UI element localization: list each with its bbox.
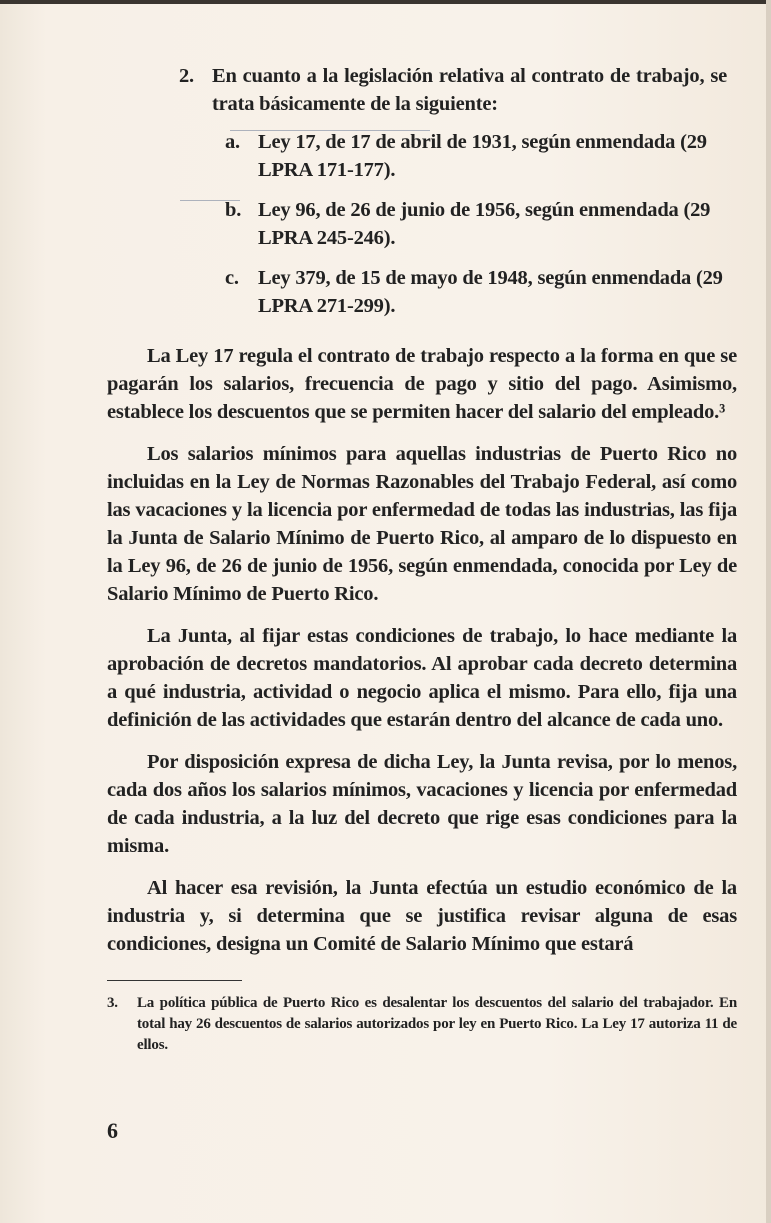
page-content (107, 62, 737, 1056)
footnote (107, 993, 737, 1056)
body-paragraph: Al hacer esa revisión, la Junta efectúa un estudio económico de la industria y, si determina que se justifica revisar alguna de esas condiciones, designa un Comité de Salario Mínimo que estará (107, 877, 737, 955)
law-list-item (225, 196, 725, 252)
body-paragraph: La Junta, al fijar estas condiciones de trabajo, lo hace mediante la aprobación de decretos mandatorios. Al aprobar cada decreto determina a qué industria, actividad o negocio aplica el mismo. Para ello, fija una definición de las actividades que estarán dentro del alcance de cada uno. (107, 625, 737, 731)
item-text: En cuanto a la legislación relativa al contrato de trabajo, se trata básicamente de la siguiente: (212, 65, 727, 115)
law-list-letter: b. (225, 199, 242, 221)
law-list-item (225, 264, 725, 320)
law-list-text: Ley 96, de 26 de junio de 1956, según enmendada (29 LPRA 245-246). (258, 199, 711, 249)
body-paragraph: Por disposición expresa de dicha Ley, la Junta revisa, por lo menos, cada dos años los salarios mínimos, vacaciones y licencia por enfermedad de cada industria, a la luz del decreto que rige esas condiciones para la misma. (107, 751, 737, 857)
page-top-edge (0, 0, 771, 4)
item-number: 2. (179, 65, 194, 87)
law-list-text: Ley 379, de 15 de mayo de 1948, según enmendada (29 LPRA 271-299). (258, 267, 723, 317)
page-number: 6 (107, 1118, 118, 1143)
footnote-divider (107, 980, 242, 981)
footnote-number: 3. (107, 995, 118, 1011)
body-paragraph: La Ley 17 regula el contrato de trabajo respecto a la forma en que se pagarán los salarios, frecuencia de pago y sitio del pago. Asimismo, establece los descuentos que se permiten hacer del salario del empleado.³ (107, 345, 737, 423)
law-list-letter: c. (225, 267, 239, 289)
law-list-text: Ley 17, de 17 de abril de 1931, según enmendada (29 LPRA 171-177). (258, 131, 707, 181)
footnote-text: La política pública de Puerto Rico es desalentar los descuentos del salario del trabajador. En total hay 26 descuentos de salarios autorizados por ley en Puerto Rico. La Ley 17 autoriza 11 de ellos. (137, 995, 737, 1053)
page-right-edge (766, 0, 771, 1223)
law-list-letter: a. (225, 131, 240, 153)
law-list-item (225, 128, 725, 184)
law-list (225, 128, 725, 320)
numbered-item (179, 62, 727, 118)
body-paragraph: Los salarios mínimos para aquellas industrias de Puerto Rico no incluidas en la Ley de Normas Razonables del Trabajo Federal, así como las vacaciones y la licencia por enfermedad de todas las industrias, las fija la Junta de Salario Mínimo de Puerto Rico, al amparo de lo dispuesto en la Ley 96, de 26 de junio de 1956, según enmendada, conocida por Ley de Salario Mínimo de Puerto Rico. (107, 443, 737, 605)
